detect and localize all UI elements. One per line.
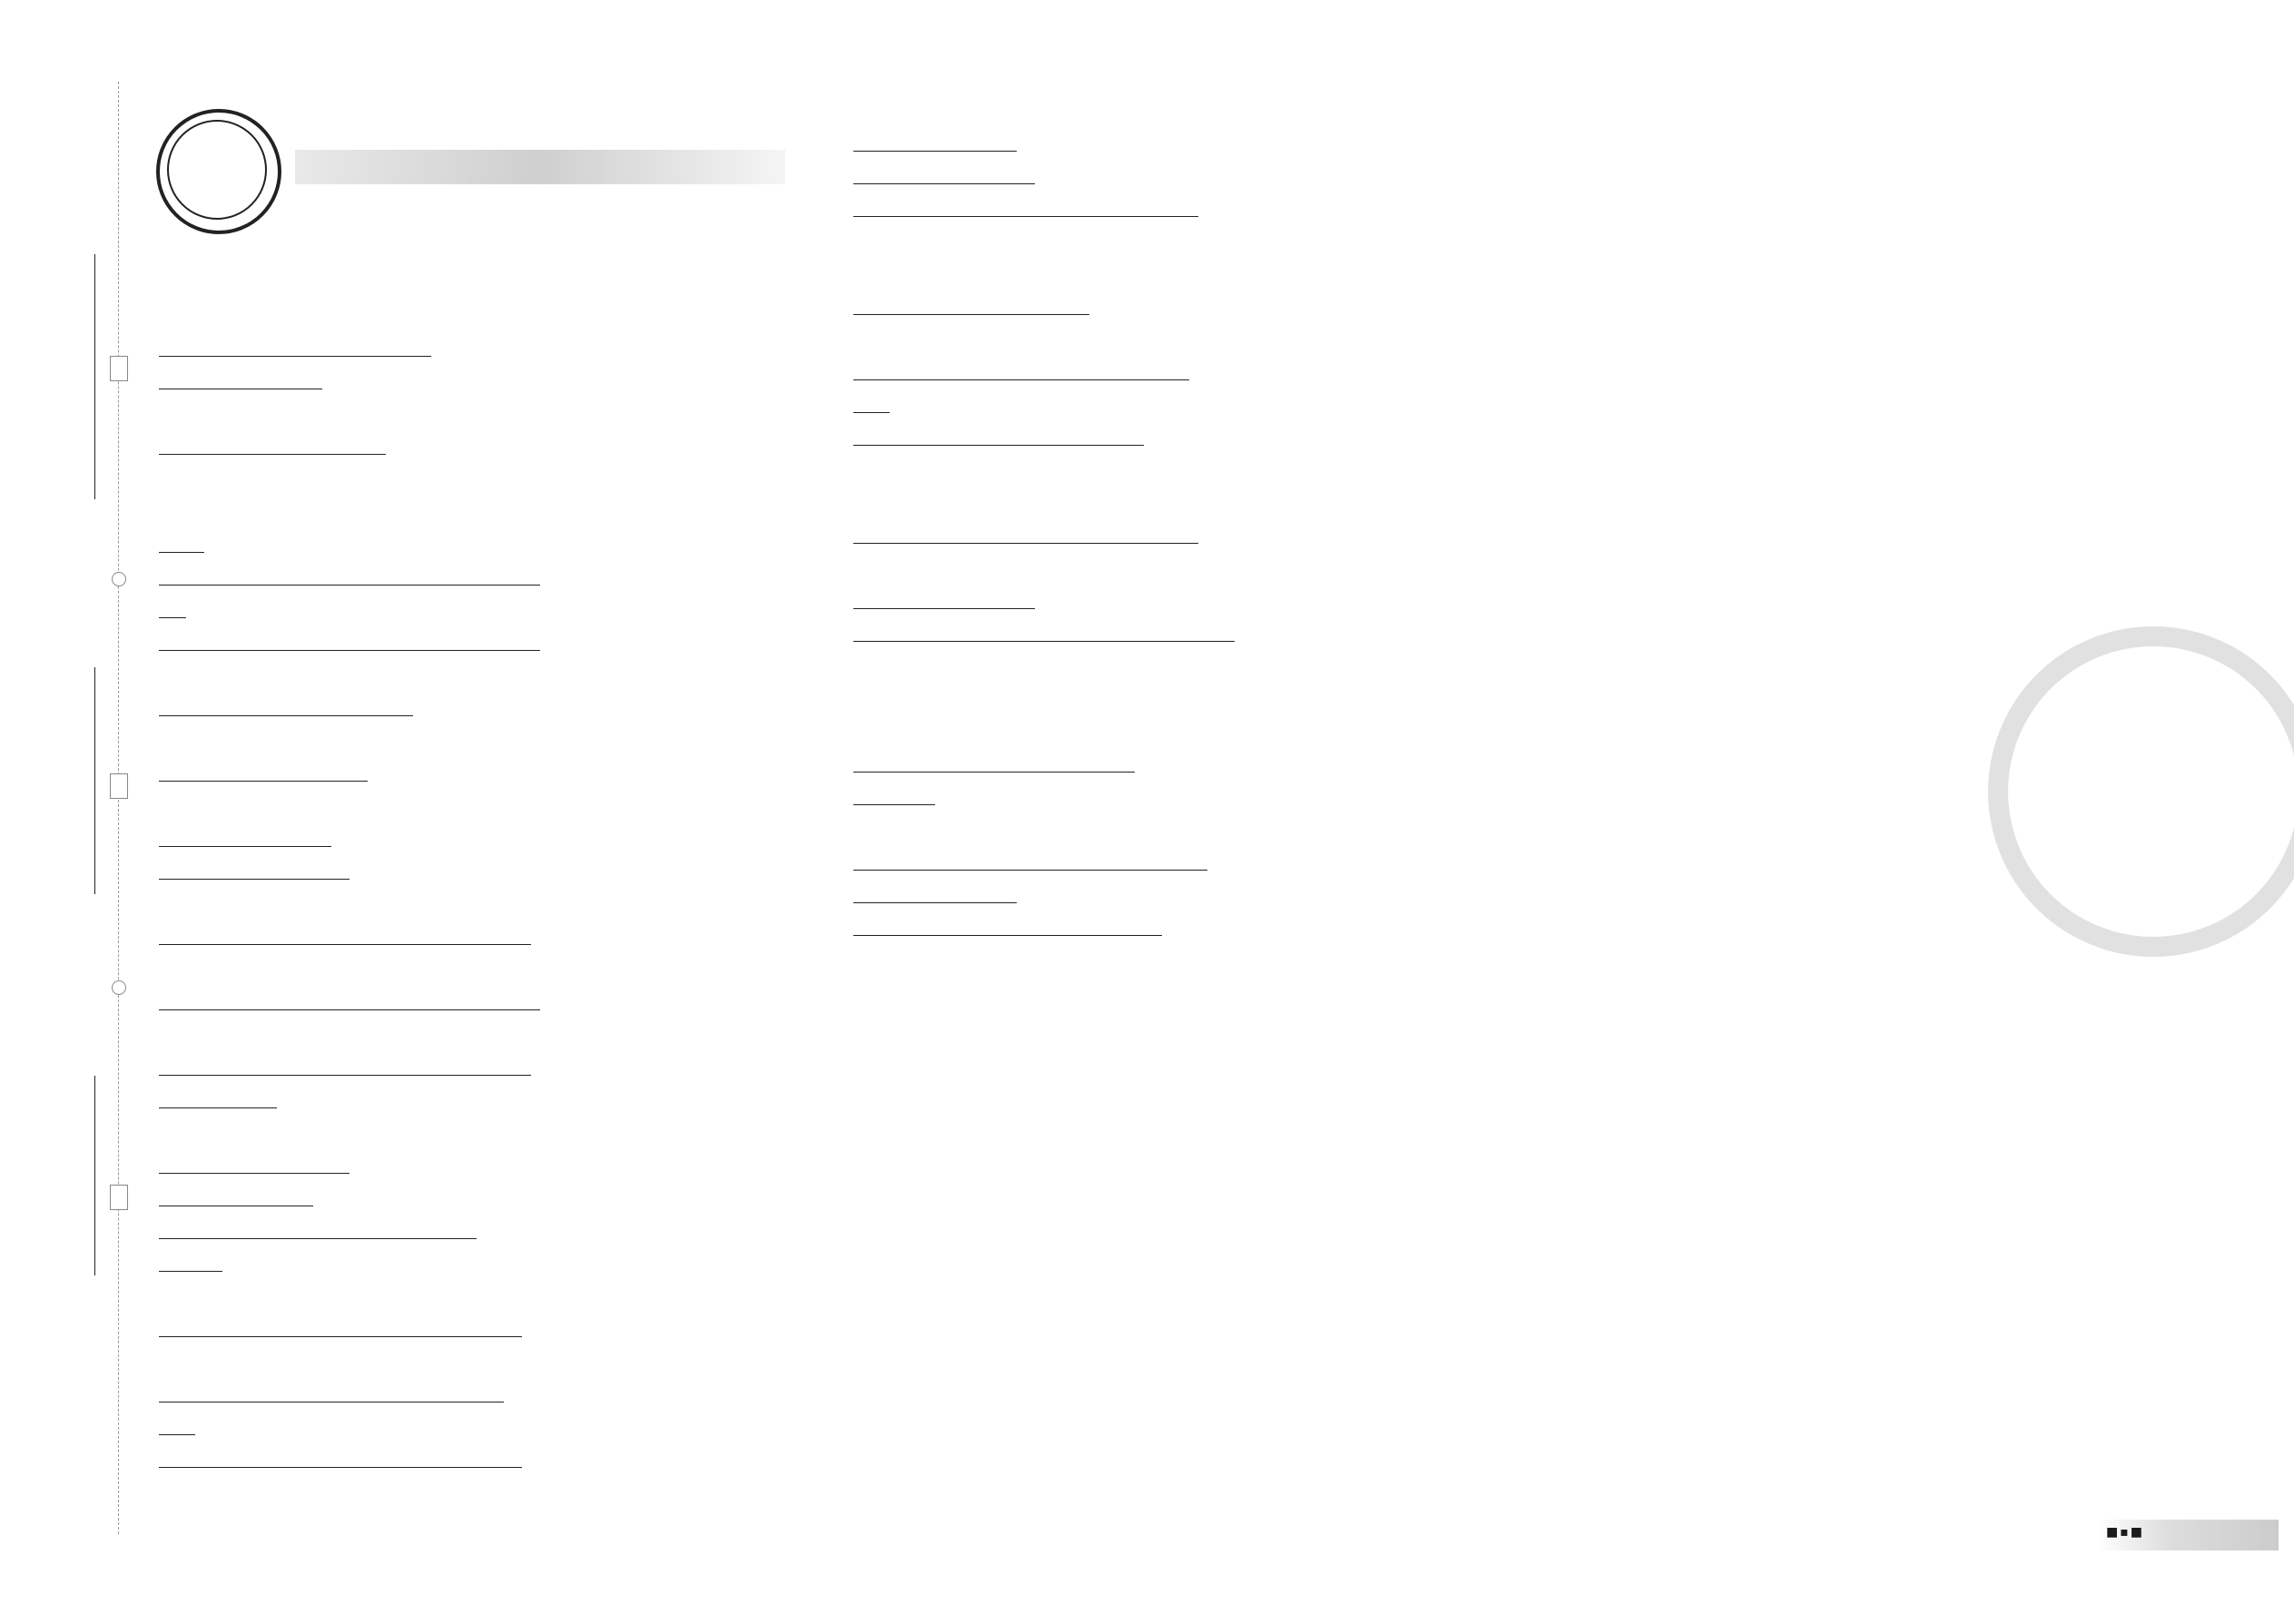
answer-blank[interactable] (853, 784, 935, 805)
answer-blank[interactable] (159, 1218, 340, 1239)
q5-4-blank (853, 782, 935, 815)
q3-5-cont2 (159, 1412, 195, 1445)
answer-blank[interactable] (159, 1251, 222, 1272)
answer-blank[interactable] (159, 597, 186, 618)
q5-4-cont2 (853, 750, 1135, 782)
answer-blank[interactable] (971, 294, 1089, 315)
answer-blank[interactable] (159, 1382, 331, 1403)
q4-5-cont (853, 358, 1189, 390)
answer-blank[interactable] (853, 196, 1026, 217)
q4-5-cont3 (853, 423, 1144, 456)
q5-1 (853, 521, 1198, 554)
answer-blank[interactable] (159, 565, 350, 586)
answer-blank[interactable] (350, 630, 540, 651)
answer-blank[interactable] (159, 859, 350, 880)
watermark-seal (1988, 626, 2294, 957)
answer-blank[interactable] (853, 392, 890, 413)
answer-blank[interactable] (980, 425, 1144, 446)
answer-blank[interactable] (159, 761, 368, 782)
seal-box-secret (110, 1185, 128, 1210)
answer-blank[interactable] (159, 630, 350, 651)
q3-2 (159, 1184, 313, 1216)
answer-blank[interactable] (159, 532, 204, 553)
answer-blank[interactable] (1017, 523, 1198, 544)
q1-5 (159, 595, 186, 628)
answer-blank[interactable] (1035, 850, 1207, 871)
answer-blank[interactable] (159, 1153, 350, 1174)
q4-2 (853, 162, 1035, 194)
answer-blank[interactable] (853, 882, 1017, 903)
q1-2 (159, 367, 322, 399)
answer-blank[interactable] (1026, 196, 1198, 217)
answer-blank[interactable] (159, 989, 350, 1010)
answer-blank[interactable] (853, 621, 1044, 642)
answer-blank[interactable] (853, 752, 1035, 773)
answer-blank[interactable] (853, 915, 1008, 936)
binding-hole (112, 572, 126, 586)
answer-blank[interactable] (159, 434, 386, 455)
answer-blank[interactable] (277, 336, 431, 357)
answer-blank[interactable] (159, 924, 340, 945)
answer-blank[interactable] (853, 359, 1017, 380)
q1-5-blanks (159, 628, 540, 661)
answer-blank[interactable] (159, 1186, 313, 1206)
cut-line (118, 82, 119, 1534)
q3-3-cont (159, 1249, 222, 1282)
q5-5-cont2 (853, 881, 1017, 913)
answer-blank[interactable] (159, 1055, 340, 1076)
answer-blank[interactable] (159, 1414, 195, 1435)
q2-5-cont4 (159, 1086, 277, 1118)
q3-5-cont (159, 1380, 504, 1412)
answer-blank[interactable] (853, 163, 1035, 184)
answer-blank[interactable] (1008, 915, 1162, 936)
answer-blank[interactable] (1035, 752, 1135, 773)
answer-blank[interactable] (853, 850, 1035, 871)
answer-blank[interactable] (350, 989, 540, 1010)
q4-3 (853, 194, 1198, 227)
answer-blank[interactable] (159, 1088, 277, 1108)
answer-blank[interactable] (159, 1316, 340, 1337)
q4-4-cont (853, 292, 1089, 325)
logo (156, 109, 281, 234)
answer-blank[interactable] (853, 425, 980, 446)
q2-2 (159, 759, 368, 792)
answer-blank[interactable] (853, 523, 1017, 544)
answer-blank[interactable] (159, 695, 277, 716)
answer-blank[interactable] (1044, 621, 1235, 642)
school-field[interactable] (94, 254, 95, 499)
answer-blank[interactable] (277, 695, 413, 716)
q2-3-cont (159, 824, 331, 857)
answer-blank[interactable] (159, 826, 331, 847)
q1-3 (159, 432, 386, 465)
q5-5-cont (853, 848, 1207, 881)
q2-5-cont (159, 988, 540, 1020)
q1-4-blanks (159, 563, 540, 595)
answer-blank[interactable] (340, 1447, 522, 1468)
answer-blank[interactable] (159, 1447, 340, 1468)
class-field[interactable] (94, 667, 95, 894)
binding-hole (112, 980, 126, 995)
q3-5-cont3 (159, 1445, 522, 1478)
seal-box-line (110, 356, 128, 381)
q3-3 (159, 1216, 477, 1249)
answer-blank[interactable] (853, 131, 1017, 152)
answer-blank[interactable] (159, 369, 322, 389)
answer-blank[interactable] (340, 1055, 531, 1076)
seal-box-seal (110, 773, 128, 799)
name-field[interactable] (94, 1076, 95, 1275)
q4-5-cont2 (853, 390, 890, 423)
q2-5-cont3 (159, 1053, 531, 1086)
answer-blank[interactable] (331, 1382, 504, 1403)
answer-blank[interactable] (340, 924, 531, 945)
q2-3-blank (159, 857, 350, 890)
q4-1 (853, 129, 1017, 162)
title-banner (295, 150, 785, 184)
q5-2 (853, 586, 1035, 619)
answer-blank[interactable] (340, 1218, 477, 1239)
answer-blank[interactable] (853, 588, 1035, 609)
q2-4-cont (159, 922, 531, 955)
q5-3 (853, 619, 1235, 652)
answer-blank[interactable] (1017, 359, 1189, 380)
q1-1 (159, 334, 431, 367)
q3-1 (159, 1151, 350, 1184)
answer-blank[interactable] (853, 294, 971, 315)
q5-5-cont3 (853, 913, 1162, 946)
q3-4-cont (159, 1314, 522, 1347)
q2-1 (159, 694, 413, 726)
answer-blank[interactable] (340, 1316, 522, 1337)
answer-blank[interactable] (159, 336, 277, 357)
q1-4-cont (159, 530, 204, 563)
answer-blank[interactable] (350, 565, 540, 586)
corner-decor: ■▪■ (2106, 1525, 2144, 1540)
